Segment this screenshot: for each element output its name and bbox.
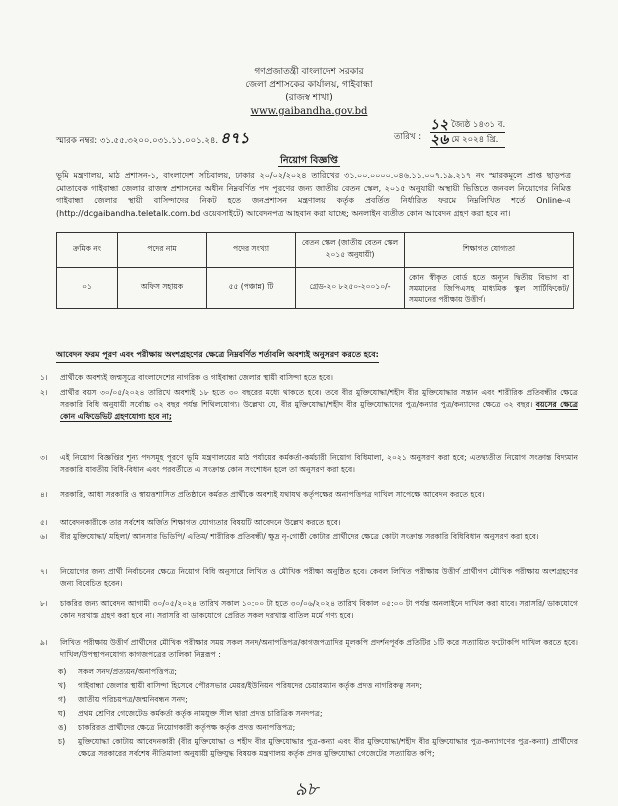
header-website-link[interactable]: www.gaibandha.gov.bd (250, 106, 368, 117)
memo-label: স্মারক নম্বর: ৩১.৫৫.৩২০০.০৩১.১১.০০১.২৪. (56, 136, 219, 146)
list-marker: খ) (58, 681, 66, 690)
header-line-govt: গণপ্রজাতন্ত্রী বাংলাদেশ সরকার (254, 67, 364, 77)
list-marker: গ) (58, 695, 66, 704)
document-list-item (58, 722, 578, 734)
th-pay-scale: বেতন স্কেল (জাতীয় বেতন স্কেল ২০১৫ অনুযায়ী) (296, 233, 405, 268)
condition-number: ২। (40, 388, 48, 397)
th-post-name: পদের নাম (118, 233, 207, 268)
condition-number: ৭। (40, 567, 48, 576)
condition-text: সরকারি, আধা সরকারি ও স্বায়ত্তশাসিত প্রতিষ্ঠানে কর্মরত প্রার্থীকে অবশ্যই যথাযথ কর্তৃপক্ষের অনাপত্তিপত্র দাখিল সাপেক্ষে আবেদন করতে হবে। (60, 490, 485, 499)
condition-text-underlined: বয়সের ক্ষেত্রে কোন এফিডেভিট গ্রহণযোগ্য হবে না; (60, 400, 578, 421)
condition-text: আবেদনকারীকে তার সর্বশেষ অর্জিত শিক্ষাগত যোগ্যতার বিষয়টি আবেদনে উল্লেখ করতে হবে। (60, 518, 341, 527)
condition-number: ৯। (40, 638, 48, 647)
condition-text (60, 387, 578, 423)
condition-text: লিখিত পরীক্ষায় উত্তীর্ণ প্রার্থীদের মৌখিক পরীক্ষার সময় সকল সনদ/অনাপত্তিপত্র/কাগজপত্রাদির মূলকপি প্রদর্শনপূর্বক প্রতিটির ১টি করে সত্যায়িত ফটোকপি দাখিল করতে হবে। দাখিল/উপস্থাপনযোগ্য কাগজপত্রের তালিকা নিম্নরূপ : (60, 638, 578, 659)
condition-item (40, 598, 578, 622)
header-line-section: (রাজস্ব শাখা) (285, 93, 333, 103)
condition-number: ৬। (40, 532, 48, 541)
condition-text: চাকরির জন্য আবেদন আগামী ৩০/০৫/২০২৪ তারিখ সকাল ১০:০০ টা হতে ৩০/০৬/২০২৪ তারিখ বিকাল ০৫:০০ টা পর্যন্ত অনলাইনে দাখিল করা যাবে। সরাসরি/ ডাকযোগে কোন দরখাস্ত গ্রহণ করা হবে না। সরাসরি বা ডাকযোগে প্রেরিত সকল দরখাস্ত বাতিল মর্মে গণ্য হবে। (60, 599, 578, 620)
conditions-heading: আবেদন ফরম পূরণ এবং পরীক্ষায় অংশগ্রহণের ক্ষেত্রে নিম্নবর্ণিত শর্তাবলি অবশ্যই অনুসরণ করতে হবে: (56, 349, 379, 363)
condition-text: প্রার্থীকে অবশ্যই জন্মসূত্রে বাংলাদেশের নাগরিক ও গাইবান্ধা জেলার স্থায়ী বাসিন্দা হতে হবে। (60, 373, 333, 382)
cell-post-count: ৫৫ (পঞ্চান্ন) টি (207, 268, 296, 309)
condition-text-main: প্রার্থীর বয়স ৩০/০৫/২০২৪ তারিখে অবশ্যই ১৮ হতে ৩০ বছরের মধ্যে থাকতে হবে। তবে বীর মুক্তিযোদ্ধা/শহীদ বীর মুক্তিযোদ্ধার সন্তান এবং শারীরিক প্রতিবন্ধীর ক্ষেত্রে সরকারি বিধি অনুযায়ী সর্বোচ্চ ৩২ বছর পর্যন্ত শিথিলযোগ্য। উল্লেখ্য যে, বীর মুক্তিযোদ্ধা/শহীদ বীর মুক্তিযোদ্ধাদের পুত্র/কন্যার পুত্র/কন্যাদের ক্ষেত্রে ৩২ বছর। (60, 388, 578, 409)
document-list-item (58, 680, 578, 692)
date-greg-rest: মে ২০২৪ খ্রি. (451, 135, 499, 145)
table-header-row (57, 233, 574, 268)
date-block (430, 118, 505, 148)
date-label: তারিখ : (394, 132, 422, 142)
list-text: সকল সনদ/প্রত্যয়ন/অনাপত্তিপত্র; (78, 667, 177, 676)
condition-number: ৩। (40, 453, 48, 462)
condition-number: ১। (40, 373, 48, 382)
page-title (0, 154, 618, 169)
date-bangla (430, 118, 505, 133)
handwritten-initial: ৯৮ (295, 779, 319, 800)
document-list-item (58, 736, 578, 760)
date-greg-day: ২৬ (430, 132, 449, 148)
condition-item (40, 489, 578, 501)
condition-item (40, 566, 578, 590)
cell-post-name: অফিস সহায়ক (118, 268, 207, 309)
document-list-item (58, 666, 578, 678)
date-bangla-day: ১২ (430, 117, 449, 133)
list-text: জাতীয় পরিচয়পত্র/জন্মনিবন্ধন সনদ; (78, 695, 188, 704)
th-serial: ক্রমিক নং (57, 233, 118, 268)
condition-item (40, 531, 578, 543)
condition-number: ৪। (40, 490, 48, 499)
table-row (57, 268, 574, 309)
cell-pay-scale: গ্রেড-২০ ৮২৫০-২০০১০/- (296, 268, 405, 309)
list-marker: চ) (58, 737, 66, 746)
header-block (0, 66, 618, 118)
post-table (56, 232, 574, 309)
memo-handwritten-number: ৪৭১ (220, 129, 250, 147)
condition-text: নিয়োগের জন্য প্রার্থী নির্বাচনের ক্ষেত্রে নিয়োগ বিধি অনুসারে লিখিত ও মৌখিক পরীক্ষা অনুষ্ঠিত হবে। কেবল লিখিত পরীক্ষায় উত্তীর্ণ প্রার্থীগণ মৌখিক পরীক্ষায় অংশগ্রহণের জন্য বিবেচিত হবেন। (60, 567, 578, 588)
page-title-text: নিয়োগ বিজ্ঞপ্তি (280, 155, 338, 166)
date-bangla-rest: জ্যৈষ্ঠ ১৪৩১ ব. (451, 120, 506, 130)
list-text: প্রথম শ্রেণির গেজেটেড কর্মকর্তা কর্তৃক নামযুক্ত সীল দ্বারা প্রদত্ত চারিত্রিক সনদপত্র; (78, 709, 323, 718)
condition-item (40, 637, 578, 661)
list-marker: ক) (58, 667, 67, 676)
document-list-item (58, 694, 578, 706)
date-gregorian (430, 133, 505, 148)
list-marker: ঘ) (58, 709, 66, 718)
cell-serial: ০১ (57, 268, 118, 309)
list-text: চাকরিরত প্রার্থীদের ক্ষেত্রে নিয়োগকারী কর্তৃপক্ষ কর্তৃক প্রদত্ত অনাপত্তিপত্র; (78, 723, 296, 732)
th-post-count: পদের সংখ্যা (207, 233, 296, 268)
list-text: মুক্তিযোদ্ধা কোটায় আবেদনকারী (বীর মুক্তিযোদ্ধা ও শহীদ বীর মুক্তিযোদ্ধার পুত্র-কন্যা এবং বীর মুক্তিযোদ্ধা/শহীদ বীর মুক্তিযোদ্ধার পুত্র-কন্যাগণের পুত্র-কন্যা) প্রার্থীদের ক্ষেত্রে সরকারের সর্বশেষ নীতিমালা অনুযায়ী মুক্তিযুদ্ধ বিষয়ক মন্ত্রণালয় কর্তৃক প্রদত্ত মুক্তিযোদ্ধা গেজেটের সত্যায়িত কপি; (78, 737, 578, 758)
list-marker: ঙ) (58, 723, 67, 732)
condition-item (40, 452, 578, 476)
condition-item (40, 387, 578, 423)
condition-item (40, 372, 578, 384)
condition-item (40, 517, 578, 529)
cell-qualification: কোন স্বীকৃত বোর্ড হতে অন্যূন দ্বিতীয় বিভাগ বা সমমানের জিপিএসহ মাধ্যমিক স্কুল সার্টিফিকেট/ সমমানের পরীক্ষায় উত্তীর্ণ। (405, 268, 574, 309)
list-text: গাইবান্ধা জেলার স্থায়ী বাসিন্দা হিসেবে পৌরসভার মেয়র/ইউনিয়ন পরিষদের চেয়ারম্যান কর্তৃক প্রদত্ত নাগরিকত্ব সনদ; (78, 681, 423, 690)
th-qualification: শিক্ষাগত যোগ্যতা (405, 233, 574, 268)
intro-paragraph: ভূমি মন্ত্রণালয়, মাঠ প্রশাসন-১, বাংলাদেশ সচিবালয়, ঢাকার ২০/০২/২০২৪ তারিখের ৩১.০০.০০০০.০৪৬.১১.০০৭.১৯.২১৭ নং স্মারকমূলে প্রাপ্ত ছাড়পত্র মোতাবেক গাইবান্ধা জেলার রাজস্ব প্রশাসনের অধীন নিম্নবর্ণিত পদ পূরণের জন্য জাতীয় বেতন স্কেল, ২০১৫ অনুযায়ী অস্থায়ী ভিত্তিতে জনবল নিয়োগের নিমিত্ত গাইবান্ধা জেলার স্থায়ী বাসিন্দাদের নিকট হতে জনপ্রশাসন মন্ত্রণালয় কর্তৃক প্রবর্তিত নির্ধারিত ফরমে নিম্নলিখিত শর্তে Online-এ (http://dcgaibandha.teletalk.com.bd ওয়েবসাইটে) আবেদনপত্র আহবান করা যাচ্ছে; অনলাইন ব্যতীত কোন আবেদন গ্রহণ করা হবে না। (56, 171, 571, 218)
memo-number (56, 127, 249, 152)
condition-number: ৮। (40, 599, 48, 608)
condition-text: বীর মুক্তিযোদ্ধা/ মহিলা/ আনসার ভিডিপি/ এতিম/ শারীরিক প্রতিবন্ধী/ ক্ষুদ্র নৃ-গোষ্ঠী কোটার প্রার্থীদের ক্ষেত্রে কোটা সংক্রান্ত সরকারি বিধিবিধান অনুসরণ করা হবে। (60, 532, 539, 541)
condition-number: ৫। (40, 518, 48, 527)
condition-text: এই নিয়োগ বিজ্ঞপ্তির শূন্য পদসমূহ পূরণে ভূমি মন্ত্রণালয়ের মাঠ পর্যায়ের কর্মকর্তা-কর্মচারী নিয়োগ বিধিমালা, ২০২১ অনুসরণ করা হবে; এতদ্ব্যতীত নিয়োগ সংক্রান্ত বিদ্যমান সরকারি যাবতীয় বিধি-বিধান এবং পরবর্তীতে এ সংক্রান্ত কোন সংশোধন হলে তা অনুসরণ করা হবে। (60, 453, 578, 474)
header-line-office: জেলা প্রশাসকের কার্যালয়, গাইবান্ধা (245, 80, 373, 90)
document-list-item (58, 708, 578, 720)
